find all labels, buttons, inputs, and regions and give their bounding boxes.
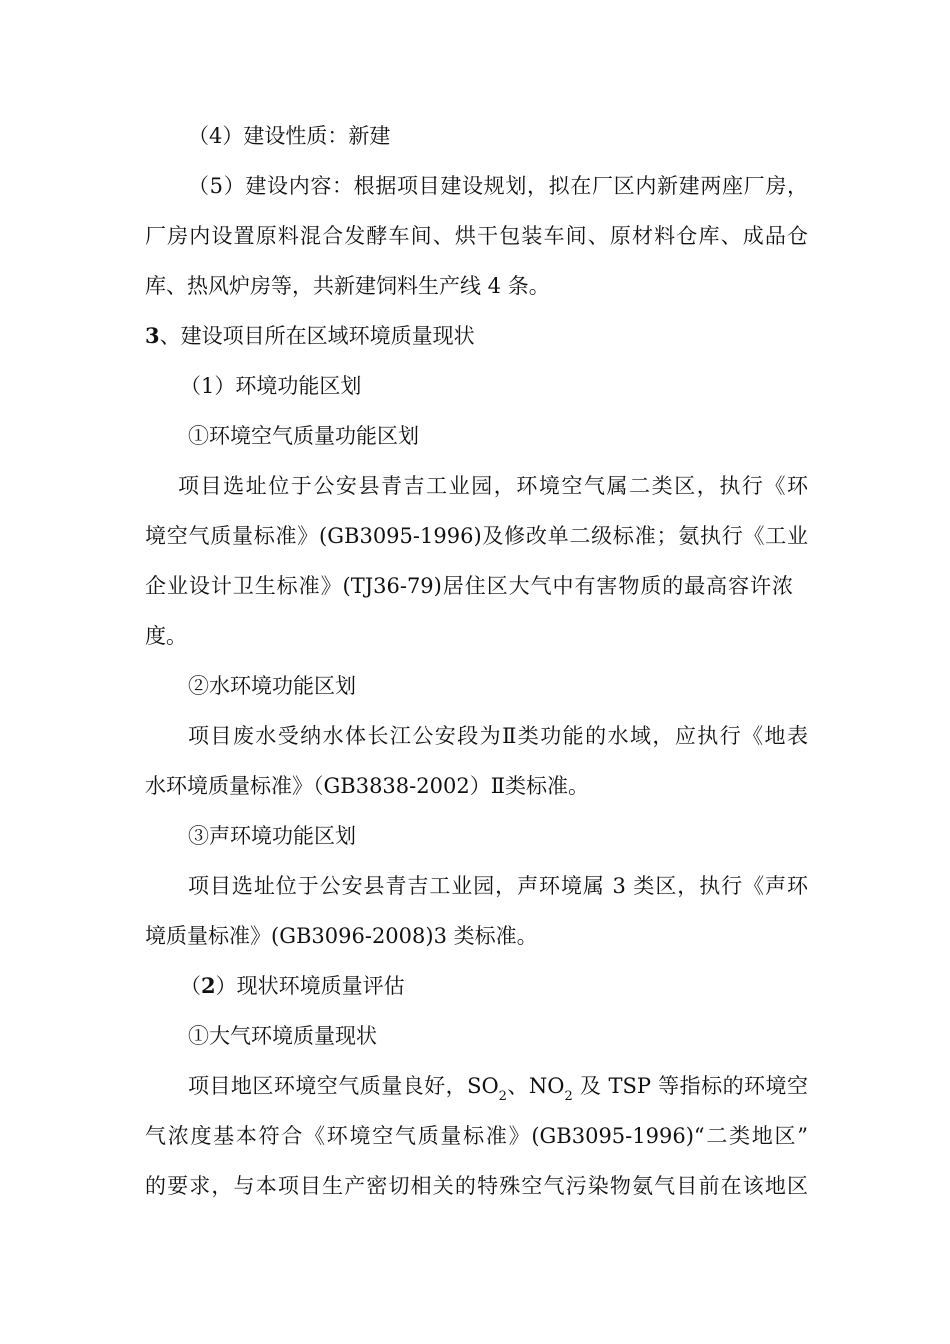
subscript: 2 — [498, 1089, 507, 1104]
paragraph-line: 厂房内设置原料混合发酵车间、烘干包装车间、原材料仓库、成品仓 — [145, 224, 808, 248]
paragraph-construction-content: （5）建设内容：根据项目建设规划，拟在厂区内新建两座厂房， — [188, 174, 808, 198]
paragraph-air-zoning: 项目选址位于公安县青吉工业园，环境空气属二类区，执行《环 — [178, 474, 808, 498]
subsection-heading: （2）现状环境质量评估 — [180, 973, 405, 998]
paragraph-noise-zoning: 项目选址位于公安县青吉工业园，声环境属 3 类区，执行《声环 — [188, 874, 808, 898]
item-heading: ③声环境功能区划 — [188, 824, 356, 848]
paragraph-construction-nature: （4）建设性质：新建 — [188, 124, 391, 148]
paragraph-line: 境空气质量标准》(GB3095-1996)及修改单二级标准；氨执行《工业 — [145, 524, 808, 548]
paragraph-air-quality: 项目地区环境空气质量良好，$SO_2$、$NO_2$ 及 TSP 等指标的环境空 — [188, 1074, 808, 1104]
paragraph-line: 气浓度基本符合《环境空气质量标准》(GB3095-1996)“二类地区” — [145, 1124, 808, 1148]
section-number: 3 — [145, 323, 160, 348]
paragraph-water-zoning: 项目废水受纳水体长江公安段为Ⅱ类功能的水域，应执行《地表 — [188, 724, 808, 748]
paragraph-line: 企业设计卫生标准》(TJ36-79)居住区大气中有害物质的最高容许浓 — [145, 574, 793, 598]
subsection-heading: （1）环境功能区划 — [180, 374, 362, 398]
item-heading: ①环境空气质量功能区划 — [188, 424, 419, 448]
item-heading: ②水环境功能区划 — [188, 674, 356, 698]
paragraph-line: 库、热风炉房等，共新建饲料生产线 4 条。 — [145, 274, 550, 298]
paragraph-line: 度。 — [145, 624, 187, 648]
paragraph-line: 水环境质量标准》（GB3838-2002）Ⅱ类标准。 — [145, 774, 589, 798]
item-heading: ①大气环境质量现状 — [188, 1024, 377, 1048]
paragraph-line: 境质量标准》(GB3096-2008)3 类标准。 — [145, 924, 538, 948]
paragraph-line: 的要求，与本项目生产密切相关的特殊空气污染物氨气目前在该地区 — [145, 1174, 808, 1198]
section-heading — [145, 321, 475, 351]
subscript: 2 — [564, 1089, 573, 1104]
section-title: 、建设项目所在区域环境质量现状 — [159, 324, 475, 348]
